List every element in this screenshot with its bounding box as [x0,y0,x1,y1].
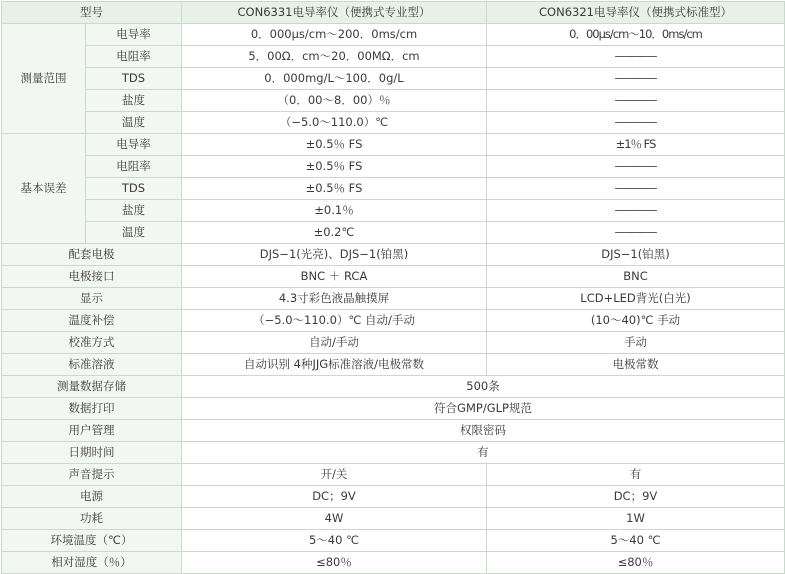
table-row [2,486,785,508]
row-label: 标准溶液 [2,354,182,376]
cell-shared: 权限密码 [182,420,785,442]
cell-professional: 自动识别 4种JJG标准溶液/电极常数 [182,354,487,376]
cell-standard: ———— [487,200,785,222]
cell-professional: DJS−1(光亮)、DJS−1(铂黑) [182,244,487,266]
cell-professional: ±0.5％ FS [182,156,487,178]
cell-standard: 5～40 ℃ [487,530,785,552]
row-label: 温度补偿 [2,310,182,332]
row-label: 电导率 [86,134,182,156]
group-label: 测量范围 [2,24,86,134]
cell-professional: 0．000μs/cm～200．0ms/cm [182,24,487,46]
table-row [2,376,785,398]
cell-standard: DJS−1(铂黑) [487,244,785,266]
table-row [2,442,785,464]
row-label: 日期时间 [2,442,182,464]
cell-standard: LCD+LED背光(白光) [487,288,785,310]
row-label: 配套电极 [2,244,182,266]
row-label: 用户管理 [2,420,182,442]
row-label: TDS [86,178,182,200]
header-col-standard: CON6321电导率仪（便携式标准型） [487,2,785,24]
cell-professional: 5．00Ω．cm～20．00MΩ．cm [182,46,487,68]
cell-standard: ———— [487,46,785,68]
table-row [2,112,785,134]
table-header-row [2,2,785,24]
table-row [2,222,785,244]
table-row [2,354,785,376]
table-row [2,420,785,442]
header-col-professional: CON6331电导率仪（便携式专业型） [182,2,487,24]
table-row [2,530,785,552]
group-label: 基本误差 [2,134,86,244]
cell-shared: 符合GMP/GLP规范 [182,398,785,420]
cell-standard: DC；9V [487,486,785,508]
table-row [2,508,785,530]
row-label: 盐度 [86,90,182,112]
table-row [2,398,785,420]
row-label: 测量数据存储 [2,376,182,398]
row-label: 电导率 [86,24,182,46]
table-row [2,68,785,90]
cell-professional: （−5.0～110.0）℃ 自动/手动 [182,310,487,332]
cell-professional: （0．00～8．00）％ [182,90,487,112]
table-row [2,288,785,310]
cell-professional: 4W [182,508,487,530]
cell-standard: (10～40)℃ 手动 [487,310,785,332]
row-label: 环境温度（℃） [2,530,182,552]
row-label: 显示 [2,288,182,310]
table-row [2,134,785,156]
cell-standard: ———— [487,178,785,200]
cell-professional: ±0.5％ FS [182,134,487,156]
cell-professional: ±0.1％ [182,200,487,222]
table-row [2,24,785,46]
row-label: 功耗 [2,508,182,530]
table-row [2,332,785,354]
row-label: 校准方式 [2,332,182,354]
row-label: 盐度 [86,200,182,222]
cell-professional: 自动/手动 [182,332,487,354]
table-row [2,310,785,332]
cell-professional: 5～40 ℃ [182,530,487,552]
row-label: 声音提示 [2,464,182,486]
cell-professional: ±0.5％ FS [182,178,487,200]
row-label: 电阻率 [86,156,182,178]
cell-professional: （−5.0～110.0）℃ [182,112,487,134]
row-label: 相对湿度（％） [2,552,182,574]
cell-standard: ———— [487,68,785,90]
cell-standard: ———— [487,90,785,112]
cell-standard: 1W [487,508,785,530]
table-row [2,178,785,200]
table-row [2,200,785,222]
header-model-label: 型号 [2,2,182,24]
cell-shared: 有 [182,442,785,464]
spec-table-container [0,1,785,569]
table-row [2,266,785,288]
table-row [2,90,785,112]
cell-standard: 手动 [487,332,785,354]
cell-professional: ±0.2℃ [182,222,487,244]
cell-professional: 开/关 [182,464,487,486]
table-row [2,46,785,68]
cell-professional: 4.3寸彩色液晶触摸屏 [182,288,487,310]
row-label: 温度 [86,112,182,134]
row-label: 电极接口 [2,266,182,288]
table-row [2,244,785,266]
cell-standard: 有 [487,464,785,486]
row-label: 数据打印 [2,398,182,420]
row-label: TDS [86,68,182,90]
row-label: 电源 [2,486,182,508]
table-row [2,552,785,574]
cell-standard: BNC [487,266,785,288]
cell-standard: 电极常数 [487,354,785,376]
cell-standard: ≤80％ [487,552,785,574]
row-label: 电阻率 [86,46,182,68]
specification-table [1,1,785,574]
row-label: 温度 [86,222,182,244]
cell-standard: ———— [487,112,785,134]
cell-standard: ±1％ FS [487,134,785,156]
cell-standard: 0．00μs/cm～10．0ms/cm [487,24,785,46]
cell-professional: BNC ＋ RCA [182,266,487,288]
cell-shared: 500条 [182,376,785,398]
cell-standard: ———— [487,222,785,244]
table-row [2,156,785,178]
table-row [2,464,785,486]
cell-standard: ———— [487,156,785,178]
cell-professional: 0．000mg/L～100．0g/L [182,68,487,90]
cell-professional: DC；9V [182,486,487,508]
cell-professional: ≤80％ [182,552,487,574]
